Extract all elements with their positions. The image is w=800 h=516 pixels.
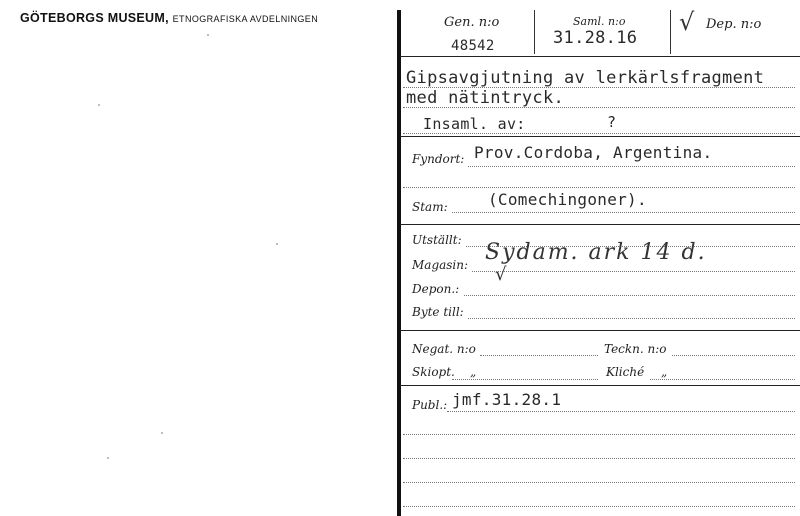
storage-rule xyxy=(400,330,800,331)
dotted-line xyxy=(472,271,795,272)
dotted-line xyxy=(650,379,795,380)
gen-label: Gen. n:o xyxy=(444,15,500,30)
insaml-rule xyxy=(400,136,800,137)
publ-value: jmf.31.28.1 xyxy=(452,390,562,409)
fyndort-value: Prov.Cordoba, Argentina. xyxy=(474,143,713,162)
dotted-line xyxy=(403,506,795,507)
top-row-divider-2 xyxy=(670,10,671,54)
byte-label: Byte till: xyxy=(412,305,464,319)
dotted-line xyxy=(464,295,795,296)
saml-number: 31.28.16 xyxy=(553,28,638,48)
dotted-line xyxy=(452,212,795,213)
dotted-line xyxy=(672,355,795,356)
top-row-divider-1 xyxy=(534,10,535,54)
magasin-value: Sydam. ark 14 d. xyxy=(485,240,707,265)
dotted-line xyxy=(468,166,795,167)
utstallt-label: Utställt: xyxy=(412,233,462,247)
description-line-1: Gipsavgjutning av lerkärlsfragment xyxy=(406,68,765,88)
dotted-line xyxy=(447,411,795,412)
teckn-label: Teckn. n:o xyxy=(604,342,667,356)
speck xyxy=(207,34,209,36)
department-name: ETNOGRAFISKA AVDELNINGEN xyxy=(172,14,319,24)
saml-label: Saml. n:o xyxy=(573,15,626,28)
museum-header xyxy=(20,11,318,25)
depon-check-mark: √ xyxy=(495,264,509,285)
gen-number: 48542 xyxy=(451,38,495,54)
dotted-line xyxy=(403,482,795,483)
publ-label: Publ.: xyxy=(412,398,448,412)
skiopt-label: Skiopt. xyxy=(412,365,455,379)
description-line-2: med nätintryck. xyxy=(406,88,565,108)
kliche-ditto: „ xyxy=(661,365,668,379)
magasin-label: Magasin: xyxy=(412,258,469,272)
dotted-line xyxy=(480,355,598,356)
stam-rule xyxy=(400,224,800,225)
dotted-line xyxy=(403,107,795,108)
kliche-label: Kliché xyxy=(606,365,645,379)
dotted-line xyxy=(403,187,795,188)
speck xyxy=(98,104,100,106)
card-left-border xyxy=(397,10,401,516)
dotted-line xyxy=(403,458,795,459)
insaml-value: ? xyxy=(607,113,617,131)
speck xyxy=(161,432,163,434)
dotted-line xyxy=(403,133,795,134)
depon-label: Depon.: xyxy=(412,282,460,296)
top-row-bottom-rule xyxy=(400,56,800,57)
skiopt-ditto: „ xyxy=(470,365,477,379)
speck xyxy=(276,243,278,245)
records-rule xyxy=(400,385,800,386)
dep-label: Dep. n:o xyxy=(706,17,762,32)
speck xyxy=(107,457,109,459)
stam-value: (Comechingoner). xyxy=(488,190,647,209)
dep-check-mark: √ xyxy=(679,8,697,36)
dotted-line xyxy=(468,318,795,319)
dotted-line xyxy=(403,434,795,435)
insaml-label: Insaml. av: xyxy=(423,115,526,133)
museum-name: GÖTEBORGS MUSEUM, xyxy=(20,11,169,25)
negat-label: Negat. n:o xyxy=(412,342,476,356)
fyndort-label: Fyndort: xyxy=(412,152,465,166)
stam-label: Stam: xyxy=(412,200,448,214)
dotted-line xyxy=(452,379,598,380)
